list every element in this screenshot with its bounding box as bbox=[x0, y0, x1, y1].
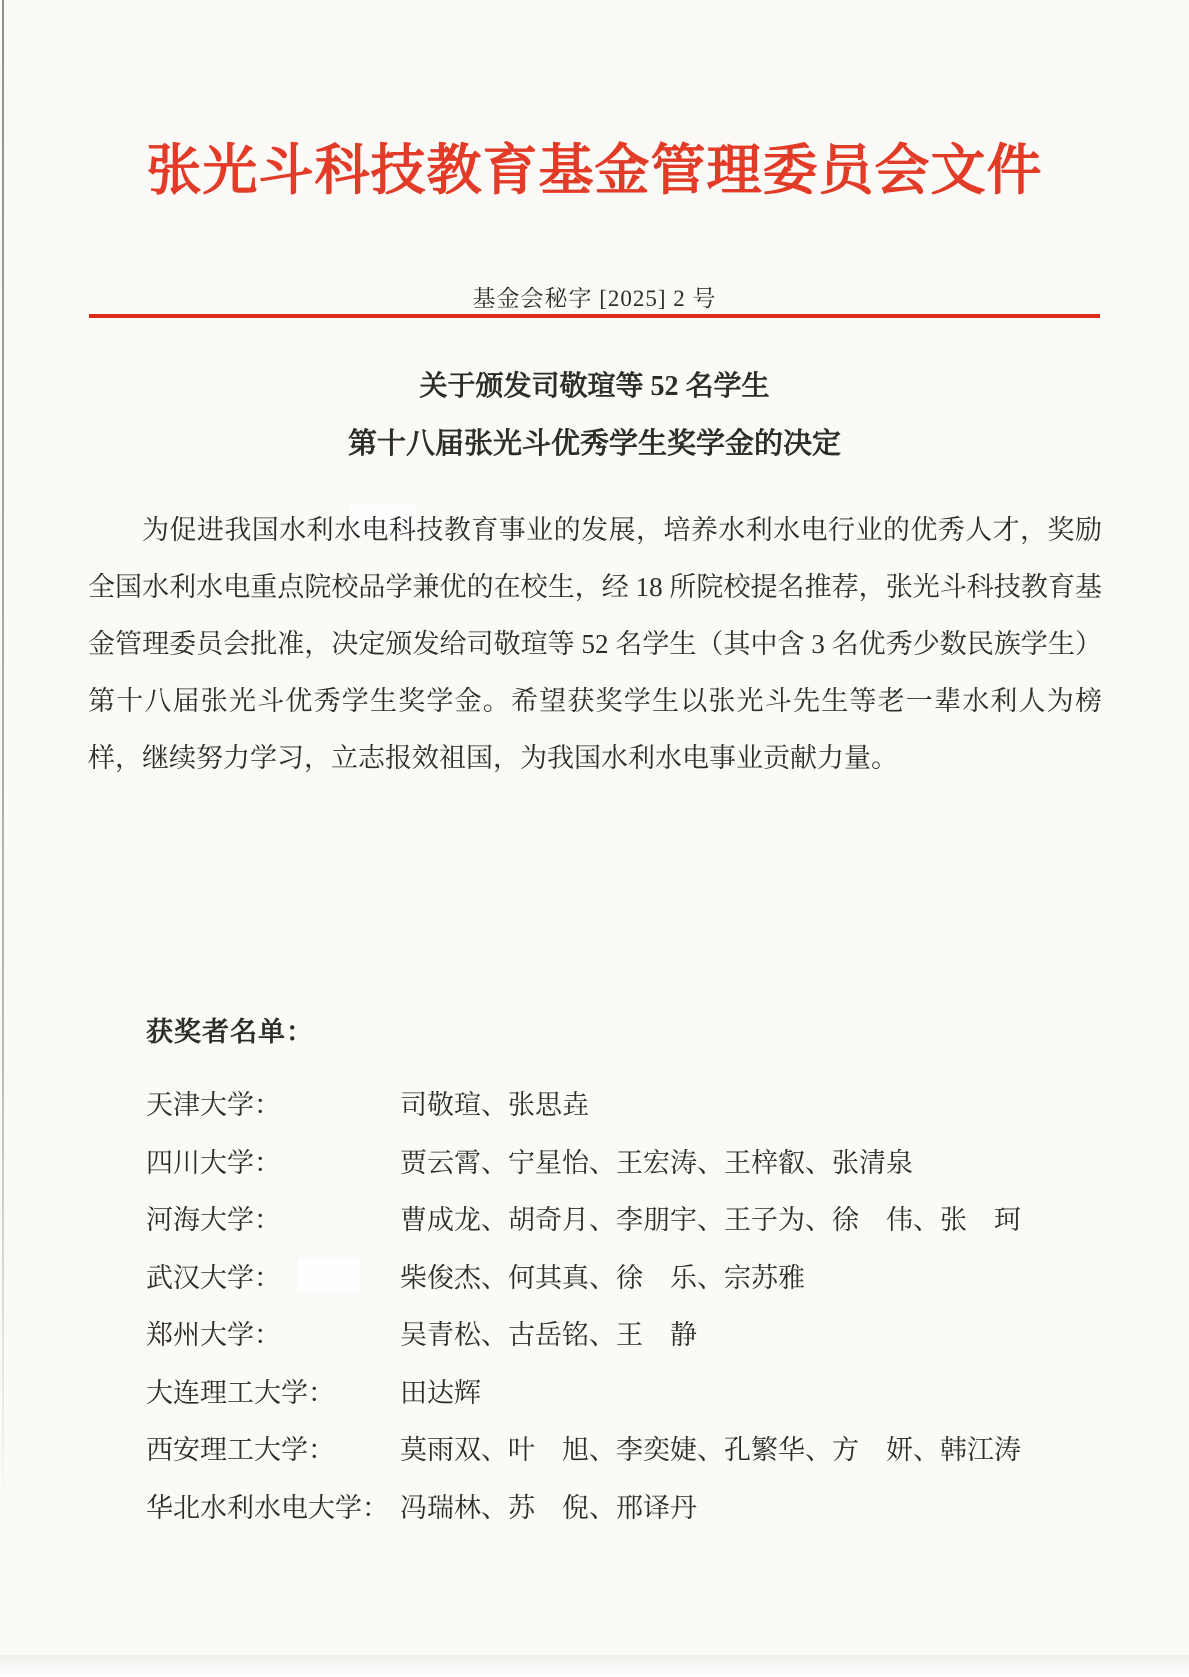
scan-edge-line bbox=[2, 0, 4, 1510]
winner-school: 天津大学： bbox=[146, 1090, 281, 1121]
document-title-line2: 第十八届张光斗优秀学生奖学金的决定 bbox=[347, 428, 841, 460]
document-title-line1: 关于颁发司敬瑄等 52 名学生 bbox=[419, 371, 770, 402]
winner-names: 田达辉 bbox=[400, 1377, 481, 1408]
winner-school: 四川大学： bbox=[146, 1147, 281, 1178]
red-letterhead-title: 张光斗科技教育基金管理委员会文件 bbox=[146, 140, 1043, 201]
winner-names: 柴俊杰、何其真、徐 乐、宗苏雅 bbox=[400, 1262, 805, 1293]
winners-list-heading: 获奖者名单： bbox=[146, 1017, 314, 1047]
winner-row bbox=[146, 1477, 1106, 1535]
document-number: 基金会秘字 [2025] 2 号 bbox=[472, 286, 717, 311]
winner-row bbox=[146, 1247, 1106, 1305]
winner-school: 大连理工大学： bbox=[146, 1377, 335, 1408]
winner-school: 华北水利水电大学： bbox=[146, 1492, 389, 1523]
winner-row bbox=[146, 1132, 1106, 1190]
winner-names: 贾云霄、宁星怡、王宏涛、王梓叡、张清泉 bbox=[400, 1147, 913, 1178]
winner-school: 武汉大学： bbox=[146, 1262, 281, 1293]
winner-school: 郑州大学： bbox=[146, 1320, 281, 1351]
winners-list bbox=[146, 1074, 1106, 1534]
winner-row bbox=[146, 1074, 1106, 1132]
winner-names: 曹成龙、胡奇月、李朋宇、王子为、徐 伟、张 珂 bbox=[400, 1205, 1021, 1236]
winner-school: 河海大学： bbox=[146, 1205, 281, 1236]
winner-names: 冯瑞林、苏 倪、邢译丹 bbox=[400, 1492, 697, 1523]
winner-row bbox=[146, 1189, 1106, 1247]
winner-row bbox=[146, 1362, 1106, 1420]
winner-row bbox=[146, 1304, 1106, 1362]
red-divider-rule bbox=[89, 314, 1100, 318]
winner-names: 莫雨双、叶 旭、李奕婕、孔繁华、方 妍、韩江涛 bbox=[400, 1435, 1021, 1466]
winner-row bbox=[146, 1419, 1106, 1477]
scan-bottom-shadow bbox=[0, 1655, 1189, 1677]
body-paragraph: 为促进我国水利水电科技教育事业的发展，培养水利水电行业的优秀人才，奖励全国水利水电重点院校品学兼优的在校生，经 18 所院校提名推荐，张光斗科技教育基金管理委员会批准，决定颁发给司敬瑄等 52 名学生（其中含 3 名优秀少数民族学生）第十八届张光斗优秀学生奖学金。希望获奖学生以张光斗先生等老一辈水利人为榜样，继续努力学习，立志报效祖国，为我国水利水电事业贡献力量。 bbox=[88, 515, 1102, 773]
winner-names: 吴青松、古岳铭、王 静 bbox=[400, 1320, 697, 1351]
winner-school: 西安理工大学： bbox=[146, 1435, 335, 1466]
winner-names: 司敬瑄、张思垚 bbox=[400, 1090, 589, 1121]
